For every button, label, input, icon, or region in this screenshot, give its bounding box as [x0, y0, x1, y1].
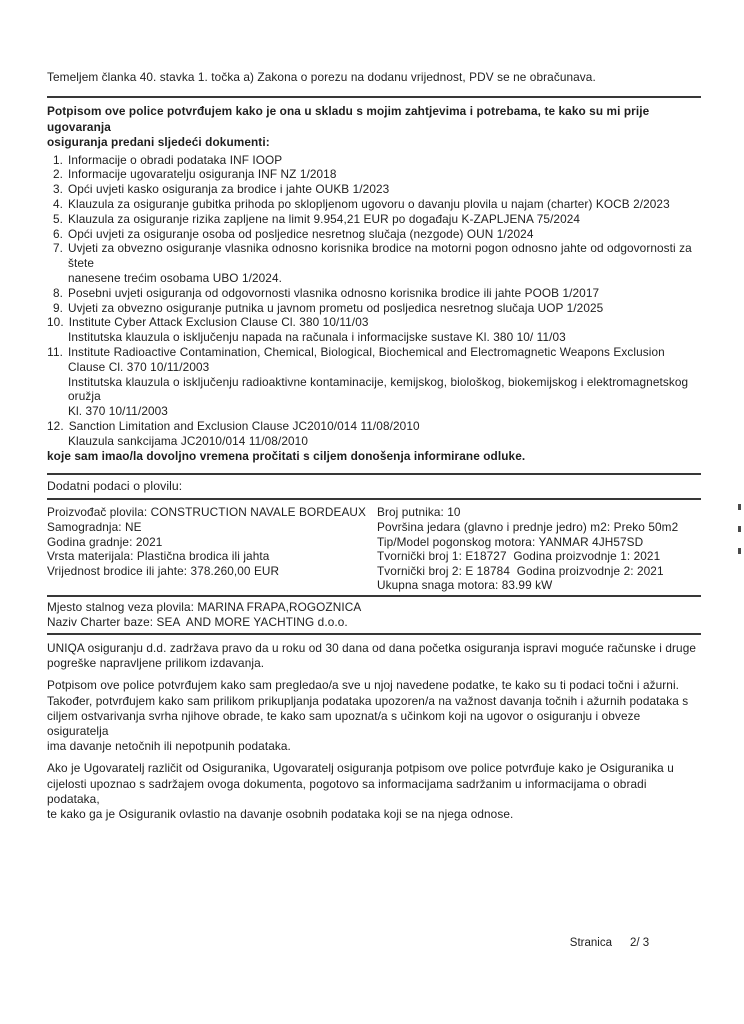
documents-intro-line: Potpisom ove police potvrđujem kako je ona u skladu s mojim zahtjevima i potrebama, te kako su mi prije ugovaranja [47, 104, 653, 134]
document-list-line [47, 286, 701, 301]
paragraph-line: Potpisom ove police potvrđujem kako sam pregledao/a sve u njoj navedene podatke, te kako su ti podaci točni i ažurni. [47, 678, 680, 693]
document-item-number: 2. [52, 167, 63, 182]
scan-edge-mark [738, 526, 741, 532]
document-item-number: 11. [47, 344, 63, 359]
document-list-line [47, 419, 701, 434]
vessel-field: Samogradnja: NE [47, 519, 142, 534]
document-list-line [47, 153, 701, 168]
vessel-field: Godina gradnje: 2021 [47, 534, 163, 549]
document-item-number: 5. [52, 211, 63, 226]
vessel-field: Broj putnika: 10 [377, 505, 461, 520]
vessel-field: Vrsta materijala: Plastična brodica ili jahta [47, 549, 270, 564]
document-item-number [47, 330, 63, 345]
document-list-line [47, 182, 701, 197]
vessel-details-left-column [47, 505, 377, 593]
scan-edge-mark [738, 504, 741, 510]
document-item-text: Opći uvjeti za osiguranje osoba od posljedice nesretnog slučaja (nezgode) OUN 1/2024 [68, 226, 534, 241]
document-item-text: Sanction Limitation and Exclusion Clause JC2010/014 11/08/2010 [68, 418, 420, 433]
scan-edge-mark [738, 548, 741, 554]
document-list-line [47, 227, 701, 242]
paragraph-line: pogreške napravljene prilikom izdavanja. [47, 656, 265, 671]
horizontal-rule [47, 473, 701, 475]
document-list-line [47, 315, 701, 330]
paragraph-line: UNIQA osiguranju d.d. zadržava pravo da u roku od 30 dana od dana početka osiguranja ispravi moguće računske i druge [47, 640, 697, 655]
horizontal-rule [47, 595, 701, 597]
document-item-number [47, 375, 63, 405]
document-list-line [47, 404, 701, 419]
charter-base-name: Naziv Charter baze: SEA AND MORE YACHTING d.o.o. [47, 614, 348, 629]
mooring-location: Mjesto stalnog veza plovila: MARINA FRAPA,ROGOZNICA [47, 599, 362, 614]
page-content [47, 70, 701, 822]
document-item-text: Klauzula sankcijama JC2010/014 11/08/2010 [68, 433, 308, 448]
vessel-field: Tvornički broj 1: E18727 Godina proizvodnje 1: 2021 [377, 549, 661, 564]
mooring-info [47, 600, 701, 630]
vessel-field: Tvornički broj 2: E 18784 Godina proizvodnje 2: 2021 [377, 563, 664, 578]
documents-list [47, 153, 701, 449]
document-list-line [47, 360, 701, 375]
vessel-field: Proizvođač plovila: CONSTRUCTION NAVALE BORDEAUX [47, 505, 367, 520]
vessel-field: Tip/Model pogonskog motora: YANMAR 4JH57SD [377, 534, 644, 549]
document-list-line [47, 212, 701, 227]
document-item-number: 4. [52, 197, 63, 212]
document-list-line [47, 345, 701, 360]
document-item-text: Uvjeti za obvezno osiguranje putnika u javnom prometu od posljedica nesretnog slučaja UOP 1/2025 [68, 300, 604, 315]
document-list-line [47, 271, 701, 286]
paragraph-line: ima davanje netočnih ili nepotpunih podataka. [47, 739, 291, 754]
document-item-text: Informacije o obradi podataka INF IOOP [68, 152, 283, 167]
document-list-line [47, 434, 701, 449]
paragraph-line: te kako ga je Osiguranik ovlastio na davanje osobnih podataka koji se na njega odnose. [47, 806, 514, 821]
document-item-number: 10. [47, 315, 64, 330]
vessel-field: Površina jedara (glavno i prednje jedro) m2: Preko 50m2 [377, 519, 679, 534]
document-item-text: Informacije ugovaratelju osiguranja INF NZ 1/2018 [68, 167, 337, 182]
policyholder-paragraph [47, 761, 701, 822]
vessel-section-title: Dodatni podaci o plovilu: [47, 478, 183, 493]
document-item-number [47, 360, 63, 375]
document-list-line [47, 197, 701, 212]
document-item-text: Institute Cyber Attack Exclusion Clause Cl. 380 10/11/03 [68, 315, 369, 330]
document-item-text: Clause Cl. 370 10/11/2003 [68, 359, 210, 374]
documents-intro-line: osiguranja predani sljedeći dokumenti: [47, 135, 270, 150]
vessel-details [47, 505, 701, 593]
documents-outro: koje sam imao/la dovoljno vremena pročitati s ciljem donošenja informirane odluke. [47, 448, 526, 463]
tax-exemption-note: Temeljem članka 40. stavka 1. točka a) Zakona o porezu na dodanu vrijednost, PDV se ne obračunava. [47, 70, 596, 84]
document-item-number: 12. [47, 418, 64, 433]
paragraph-line: ciljem ostvarivanja svrha njihove obrade, te kako sam upoznat/a s učinkom koji na ugovor o osiguranju i obveze osiguratelja [47, 708, 644, 738]
documents-intro [47, 104, 701, 150]
vessel-field: Ukupna snaga motora: 83.99 kW [377, 578, 553, 593]
document-item-text: Opći uvjeti kasko osiguranja za brodice i jahte OUKB 1/2023 [68, 182, 390, 197]
document-item-number [47, 434, 63, 449]
document-item-text: nanesene trećim osobama UBO 1/2024. [68, 271, 283, 285]
horizontal-rule [47, 633, 701, 635]
document-item-text: Posebni uvjeti osiguranja od odgovornosti vlasnika odnosno korisnika brodice ili jahte POOB 1/2017 [68, 285, 600, 300]
footer-label: Stranica [569, 937, 612, 949]
document-item-number: 8. [52, 285, 63, 300]
document-list-line [47, 375, 701, 405]
document-item-number [47, 404, 63, 419]
document-item-number: 3. [52, 182, 63, 197]
document-item-text: Klauzula za osiguranje gubitka prihoda po sklopljenom ugovoru o davanju plovila u najam (charter) KOCB 2/2023 [68, 197, 670, 212]
paragraph-line: cijelosti upoznao s sadržajem ovoga dokumenta, pogotovo sa informacijama sadržanim u informacijama o obradi podataka, [47, 776, 650, 806]
document-item-text: Klauzula za osiguranje rizika zapljene na limit 9.954,21 EUR po događaju K-ZAPLJENA 75/2024 [68, 211, 581, 226]
document-list-line [47, 241, 701, 271]
document-list-line [47, 167, 701, 182]
document-item-number: 9. [52, 300, 63, 315]
document-item-number [47, 271, 63, 286]
vessel-field: Vrijednost brodice ili jahte: 378.260,00 EUR [47, 563, 280, 578]
document-item-number: 7. [52, 241, 63, 256]
document-item-text: Institutska klauzula o isključenju napada na računala i informacijske sustave Kl. 380 10/ 11/03 [68, 330, 566, 345]
document-item-text: Institute Radioactive Contamination, Chemical, Biological, Biochemical and Electromagnetic Weapons Exclusion [68, 344, 665, 359]
document-item-number: 1. [52, 152, 63, 167]
page-footer [557, 925, 649, 961]
document-list-line [47, 330, 701, 345]
horizontal-rule [47, 96, 701, 98]
correction-paragraph [47, 641, 701, 671]
document-item-number: 6. [52, 226, 63, 241]
page-number: 2/ 3 [629, 937, 650, 949]
document-list-line [47, 301, 701, 316]
document-item-text: Kl. 370 10/11/2003 [68, 404, 168, 419]
vessel-details-right-column [377, 505, 701, 593]
document-item-text: Institutska klauzula o isključenju radioaktivne kontaminacije, kemijskog, biološkog, biokemijskog i elektromagnetskog oružja [68, 374, 692, 404]
document-item-text: Uvjeti za obvezno osiguranje vlasnika odnosno korisnika brodice na motorni pogon odnosno jahte od odgovornosti za štete [68, 241, 696, 271]
paragraph-line: Također, potvrđujem kako sam prilikom prikupljanja podataka upozoren/a na važnost davanja točnih i ažurnih podataka s [47, 693, 689, 708]
horizontal-rule [47, 498, 701, 500]
paragraph-line: Ako je Ugovaratelj različit od Osiguranika, Ugovaratelj osiguranja potpisom ove police potvrđuje kako je Osiguranika u [47, 761, 674, 776]
data-confirmation-paragraph [47, 678, 701, 754]
